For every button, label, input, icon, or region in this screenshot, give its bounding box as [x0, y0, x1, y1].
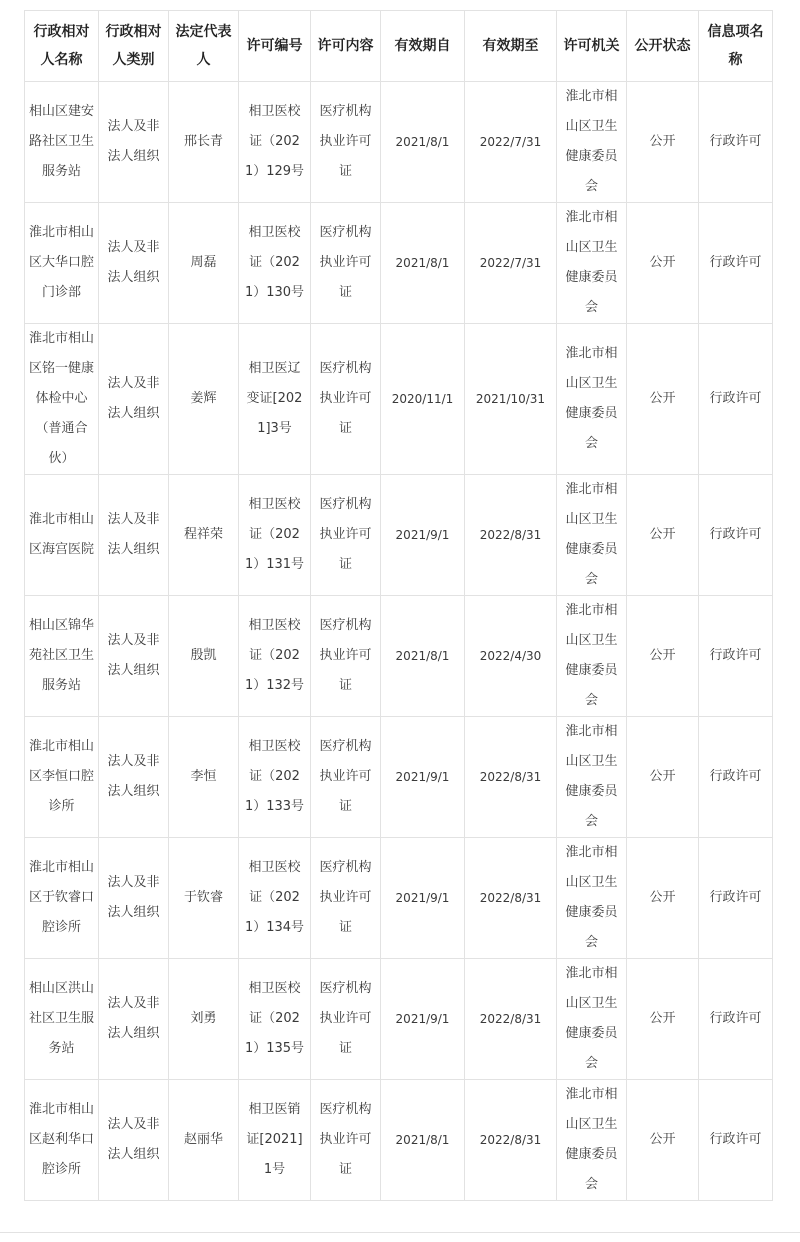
table-cell	[381, 717, 465, 838]
cell-text: 法人及非法人组织	[107, 376, 160, 421]
cell-text: 相卫医校证（2021）134号	[244, 860, 305, 935]
cell-text: 医疗机构执业许可证	[319, 104, 372, 179]
table-cell	[699, 838, 773, 959]
table-row	[25, 959, 773, 1080]
cell-text: 相卫医校证（2021）131号	[244, 497, 305, 572]
table-cell	[99, 1080, 169, 1201]
table-cell	[465, 324, 557, 475]
cell-text: 2021/8/1	[395, 256, 450, 270]
cell-text: 2022/8/31	[479, 528, 542, 542]
table-cell	[99, 324, 169, 475]
table-cell	[465, 203, 557, 324]
cell-text: 公开	[649, 255, 676, 270]
cell-text: 2021/9/1	[395, 770, 450, 784]
table-cell	[465, 596, 557, 717]
table-cell	[627, 838, 699, 959]
cell-text: 2022/8/31	[479, 1133, 542, 1147]
table-cell	[311, 959, 381, 1080]
table-cell	[311, 324, 381, 475]
table-cell	[465, 82, 557, 203]
cell-text: 相山区洪山社区卫生服务站	[29, 981, 95, 1056]
cell-text: 2021/10/31	[475, 392, 546, 406]
header-cell: 有效期至	[465, 11, 557, 82]
cell-text: 淮北市相山区海宫医院	[29, 512, 95, 557]
cell-text: 行政许可	[709, 391, 762, 406]
table-cell	[239, 838, 311, 959]
cell-text: 李恒	[190, 769, 217, 784]
cell-text: 相山区建安路社区卫生服务站	[29, 104, 95, 179]
table-cell	[25, 324, 99, 475]
table-row	[25, 717, 773, 838]
table-cell	[381, 324, 465, 475]
header-cell: 公开状态	[627, 11, 699, 82]
table-cell	[25, 596, 99, 717]
cell-text: 医疗机构执业许可证	[319, 361, 372, 436]
table-cell	[381, 1080, 465, 1201]
table-row	[25, 596, 773, 717]
cell-text: 2020/11/1	[391, 392, 454, 406]
table-cell	[169, 959, 239, 1080]
table-body	[25, 82, 773, 1201]
table-cell	[699, 475, 773, 596]
page-divider	[0, 1232, 800, 1233]
table-cell	[169, 838, 239, 959]
cell-text: 医疗机构执业许可证	[319, 860, 372, 935]
cell-text: 行政许可	[709, 1011, 762, 1026]
cell-text: 刘勇	[190, 1011, 217, 1026]
cell-text: 2021/8/1	[395, 649, 450, 663]
cell-text: 淮北市相山区铭一健康体检中心（普通合伙）	[29, 331, 95, 466]
table-cell	[169, 717, 239, 838]
cell-text: 行政许可	[709, 255, 762, 270]
table-cell	[699, 596, 773, 717]
table-cell	[557, 1080, 627, 1201]
cell-text: 淮北市相山区卫生健康委员会	[565, 845, 618, 950]
header-cell: 许可机关	[557, 11, 627, 82]
header-cell: 行政相对人名称	[25, 11, 99, 82]
table-row	[25, 838, 773, 959]
header-cell: 信息项名称	[699, 11, 773, 82]
table-cell	[627, 959, 699, 1080]
table-row	[25, 475, 773, 596]
table-cell	[381, 82, 465, 203]
table-cell	[99, 838, 169, 959]
table-cell	[169, 596, 239, 717]
cell-text: 行政许可	[709, 527, 762, 542]
table-cell	[239, 324, 311, 475]
cell-text: 公开	[649, 527, 676, 542]
table-cell	[557, 959, 627, 1080]
cell-text: 殷凯	[190, 648, 217, 663]
cell-text: 2022/7/31	[479, 135, 542, 149]
table-cell	[169, 1080, 239, 1201]
cell-text: 公开	[649, 1132, 676, 1147]
cell-text: 2021/8/1	[395, 1133, 450, 1147]
table-cell	[99, 82, 169, 203]
table-cell	[25, 1080, 99, 1201]
cell-text: 2022/7/31	[479, 256, 542, 270]
cell-text: 公开	[649, 769, 676, 784]
cell-text: 法人及非法人组织	[107, 633, 160, 678]
table-cell	[99, 475, 169, 596]
cell-text: 淮北市相山区李恒口腔诊所	[29, 739, 95, 814]
cell-text: 淮北市相山区卫生健康委员会	[565, 89, 618, 194]
header-cell: 有效期自	[381, 11, 465, 82]
cell-text: 医疗机构执业许可证	[319, 1102, 372, 1177]
cell-text: 2022/8/31	[479, 770, 542, 784]
table-cell	[557, 82, 627, 203]
table-cell	[699, 203, 773, 324]
table-cell	[239, 1080, 311, 1201]
cell-text: 相卫医校证（2021）133号	[244, 739, 305, 814]
cell-text: 法人及非法人组织	[107, 875, 160, 920]
table-cell	[25, 717, 99, 838]
cell-text: 医疗机构执业许可证	[319, 981, 372, 1056]
table-cell	[465, 959, 557, 1080]
table-cell	[699, 324, 773, 475]
table-cell	[699, 959, 773, 1080]
table-cell	[557, 475, 627, 596]
table-cell	[311, 717, 381, 838]
table-cell	[627, 203, 699, 324]
table-cell	[381, 203, 465, 324]
cell-text: 法人及非法人组织	[107, 240, 160, 285]
cell-text: 医疗机构执业许可证	[319, 618, 372, 693]
table-cell	[239, 596, 311, 717]
table-row	[25, 203, 773, 324]
cell-text: 医疗机构执业许可证	[319, 225, 372, 300]
table-cell	[311, 1080, 381, 1201]
cell-text: 法人及非法人组织	[107, 754, 160, 799]
cell-text: 法人及非法人组织	[107, 119, 160, 164]
cell-text: 邢长青	[183, 134, 223, 149]
table-cell	[557, 324, 627, 475]
cell-text: 姜辉	[190, 391, 217, 406]
table-cell	[627, 324, 699, 475]
cell-text: 淮北市相山区卫生健康委员会	[565, 966, 618, 1071]
cell-text: 淮北市相山区卫生健康委员会	[565, 603, 618, 708]
cell-text: 周磊	[190, 255, 217, 270]
table-cell	[381, 475, 465, 596]
table-cell	[465, 1080, 557, 1201]
cell-text: 淮北市相山区于钦睿口腔诊所	[29, 860, 95, 935]
table-cell	[557, 203, 627, 324]
table-cell	[627, 717, 699, 838]
cell-text: 淮北市相山区大华口腔门诊部	[29, 225, 95, 300]
header-cell: 行政相对人类别	[99, 11, 169, 82]
cell-text: 淮北市相山区卫生健康委员会	[565, 1087, 618, 1192]
cell-text: 医疗机构执业许可证	[319, 739, 372, 814]
cell-text: 2021/9/1	[395, 891, 450, 905]
cell-text: 相山区锦华苑社区卫生服务站	[29, 618, 95, 693]
cell-text: 淮北市相山区卫生健康委员会	[565, 724, 618, 829]
table-cell	[25, 82, 99, 203]
table-row	[25, 324, 773, 475]
cell-text: 相卫医销证[2021]1号	[246, 1102, 303, 1177]
cell-text: 赵丽华	[183, 1132, 223, 1147]
cell-text: 公开	[649, 134, 676, 149]
cell-text: 淮北市相山区卫生健康委员会	[565, 482, 618, 587]
header-cell: 许可编号	[239, 11, 311, 82]
cell-text: 2022/8/31	[479, 891, 542, 905]
license-table	[24, 10, 773, 1201]
table-cell	[699, 717, 773, 838]
cell-text: 2021/9/1	[395, 1012, 450, 1026]
table-cell	[381, 596, 465, 717]
table-cell	[557, 838, 627, 959]
table-cell	[25, 475, 99, 596]
table-cell	[169, 324, 239, 475]
cell-text: 公开	[649, 391, 676, 406]
cell-text: 行政许可	[709, 890, 762, 905]
table-cell	[99, 959, 169, 1080]
header-cell: 法定代表人	[169, 11, 239, 82]
table-cell	[699, 82, 773, 203]
table-cell	[465, 717, 557, 838]
cell-text: 相卫医校证（2021）132号	[244, 618, 305, 693]
table-cell	[627, 475, 699, 596]
table-cell	[25, 838, 99, 959]
cell-text: 行政许可	[709, 134, 762, 149]
cell-text: 淮北市相山区赵利华口腔诊所	[29, 1102, 95, 1177]
cell-text: 相卫医校证（2021）130号	[244, 225, 305, 300]
cell-text: 2022/8/31	[479, 1012, 542, 1026]
table-cell	[99, 717, 169, 838]
cell-text: 相卫医辽变证[2021]3号	[246, 361, 303, 436]
table-cell	[557, 596, 627, 717]
cell-text: 公开	[649, 648, 676, 663]
cell-text: 于钦睿	[183, 890, 223, 905]
table-cell	[699, 1080, 773, 1201]
table-cell	[25, 959, 99, 1080]
cell-text: 2021/9/1	[395, 528, 450, 542]
cell-text: 医疗机构执业许可证	[319, 497, 372, 572]
table-cell	[381, 959, 465, 1080]
cell-text: 法人及非法人组织	[107, 996, 160, 1041]
table-cell	[239, 82, 311, 203]
cell-text: 相卫医校证（2021）129号	[244, 104, 305, 179]
table-cell	[465, 838, 557, 959]
table-cell	[239, 203, 311, 324]
header-cell: 许可内容	[311, 11, 381, 82]
cell-text: 2022/4/30	[479, 649, 542, 663]
cell-text: 行政许可	[709, 1132, 762, 1147]
table-cell	[99, 203, 169, 324]
table-row	[25, 82, 773, 203]
cell-text: 淮北市相山区卫生健康委员会	[565, 210, 618, 315]
table-cell	[311, 82, 381, 203]
cell-text: 相卫医校证（2021）135号	[244, 981, 305, 1056]
cell-text: 程祥荣	[183, 527, 223, 542]
table-cell	[25, 203, 99, 324]
cell-text: 法人及非法人组织	[107, 512, 160, 557]
table-cell	[311, 475, 381, 596]
cell-text: 行政许可	[709, 648, 762, 663]
cell-text: 淮北市相山区卫生健康委员会	[565, 346, 618, 451]
cell-text: 法人及非法人组织	[107, 1117, 160, 1162]
table-row	[25, 1080, 773, 1201]
cell-text: 2021/8/1	[395, 135, 450, 149]
table-cell	[627, 1080, 699, 1201]
table-cell	[169, 475, 239, 596]
table-cell	[239, 717, 311, 838]
table-cell	[239, 475, 311, 596]
table-cell	[169, 82, 239, 203]
table-cell	[311, 596, 381, 717]
table-cell	[239, 959, 311, 1080]
table-cell	[311, 838, 381, 959]
cell-text: 公开	[649, 890, 676, 905]
table-cell	[99, 596, 169, 717]
table-cell	[169, 203, 239, 324]
table-cell	[465, 475, 557, 596]
cell-text: 行政许可	[709, 769, 762, 784]
table-cell	[627, 596, 699, 717]
license-table-container	[24, 10, 773, 1201]
cell-text: 公开	[649, 1011, 676, 1026]
table-header	[25, 11, 773, 82]
header-row	[25, 11, 773, 82]
table-cell	[381, 838, 465, 959]
table-cell	[557, 717, 627, 838]
table-cell	[627, 82, 699, 203]
table-cell	[311, 203, 381, 324]
